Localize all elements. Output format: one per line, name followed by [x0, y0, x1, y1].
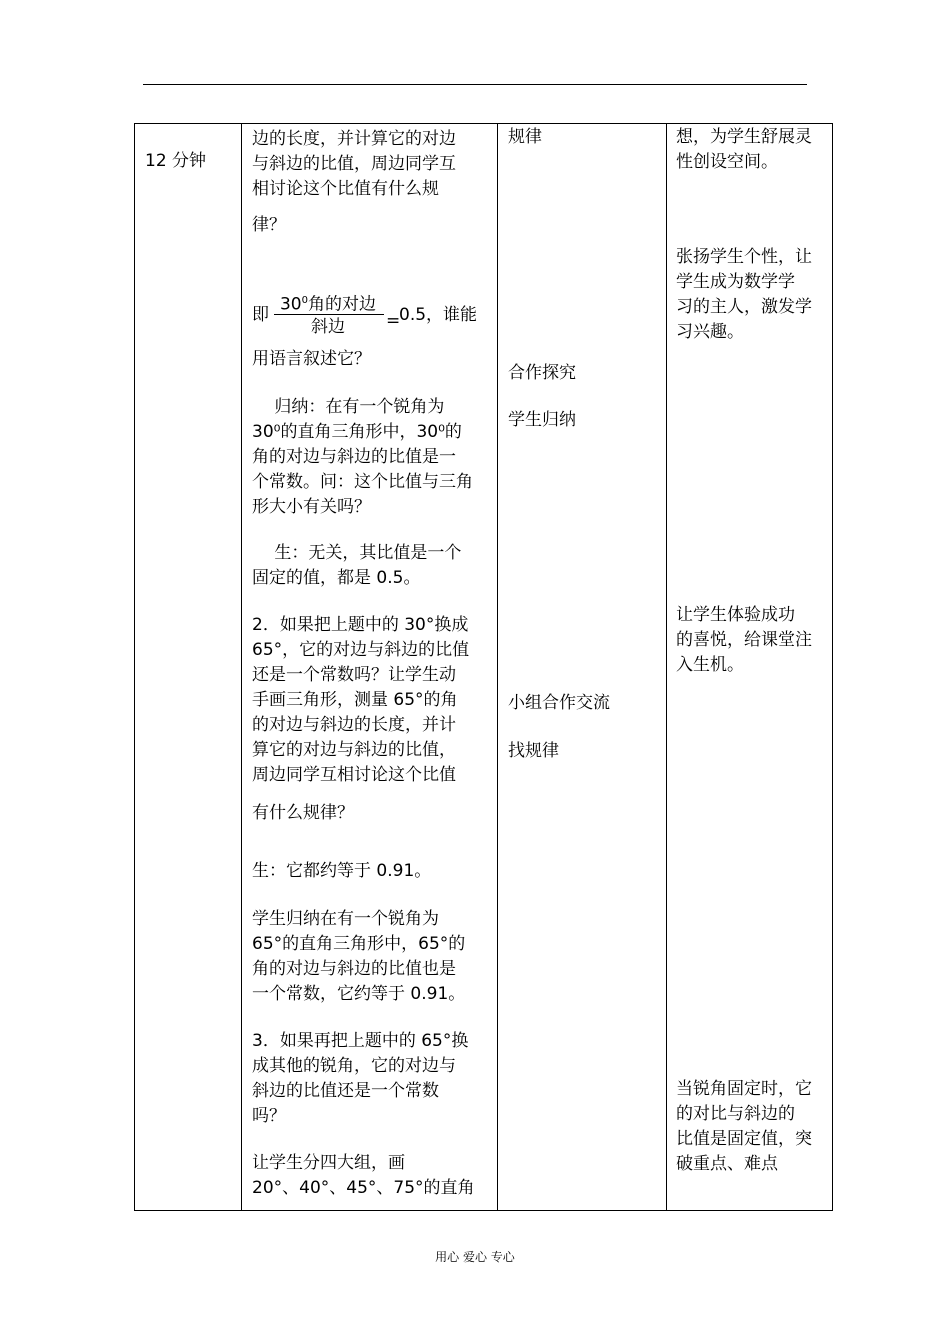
time-cell: 12 分钟 [145, 151, 207, 171]
formula-numerator: $30^0$角的对边 [279, 294, 376, 315]
intent-cell: 想，为学生舒展灵 性创设空间。 [676, 127, 812, 172]
content-paragraph-9: 让学生分四大组，画 20°、40°、45°、75°的直角 [252, 1153, 475, 1198]
content-paragraph-6: 生：它都约等于 0.91。 [252, 861, 432, 881]
content-paragraph-1-end: 律？ [252, 215, 286, 235]
column-divider [241, 124, 242, 1210]
activity-cell: 找规律 [508, 741, 559, 761]
content-paragraph-5-end: 有什么规律？ [252, 803, 354, 823]
content-paragraph-8: 3．如果再把上题中的 65°换 成其他的锐角，它的对边与 斜边的比值还是一个常数 吗？ [252, 1031, 469, 1126]
fraction-bar [274, 314, 384, 315]
column-divider [497, 124, 498, 1210]
header-rule [143, 84, 807, 85]
activity-cell: 学生归纳 [508, 410, 576, 430]
content-paragraph-1: 边的长度，并计算它的对边 与斜边的比值，周边同学互 相讨论这个比值有什么规 [252, 129, 456, 199]
activity-cell: 小组合作交流 [508, 693, 610, 713]
content-paragraph-4: 生：无关，其比值是一个 固定的值，都是 0.5。 [252, 543, 462, 588]
content-paragraph-5: 2．如果把上题中的 30°换成 65°，它的对边与斜边的比值 还是一个常数吗？让学生动 手画三角形，测量 65°的角 的对边与斜边的长度，并计 算它的对边与斜边的比值， 周边同学互相讨论这个比值 [252, 615, 470, 785]
page-footer: 用心 爱心 专心 [435, 1250, 515, 1264]
activity-cell: 合作探究 [508, 363, 576, 383]
lesson-table [134, 123, 833, 1211]
content-paragraph-2: 用语言叙述它？ [252, 349, 371, 369]
formula-denominator: 斜边 [311, 317, 345, 337]
column-divider [666, 124, 667, 1210]
intent-cell: 当锐角固定时，它 的对比与斜边的 比值是固定值，突 破重点、难点 [676, 1079, 812, 1174]
intent-cell: 张扬学生个性，让 学生成为数学学 习的主人，激发学 习兴趣。 [676, 247, 812, 342]
ratio-formula: 即 $30^0$角的对边 斜边 = 0.5，谁能 [252, 290, 612, 350]
intent-cell: 让学生体验成功 的喜悦，给课堂注 入生机。 [676, 605, 812, 675]
activity-cell: 规律 [508, 127, 542, 147]
content-paragraph-7: 学生归纳在有一个锐角为 65°的直角三角形中，65°的 角的对边与斜边的比值也是 一个常数，它约等于 0.91。 [252, 909, 466, 1004]
content-paragraph-3: 归纳：在有一个锐角为 30⁰的直角三角形中，30⁰的 角的对边与斜边的比值是一 个常数。问：这个比值与三角 形大小有关吗？ [252, 397, 473, 517]
